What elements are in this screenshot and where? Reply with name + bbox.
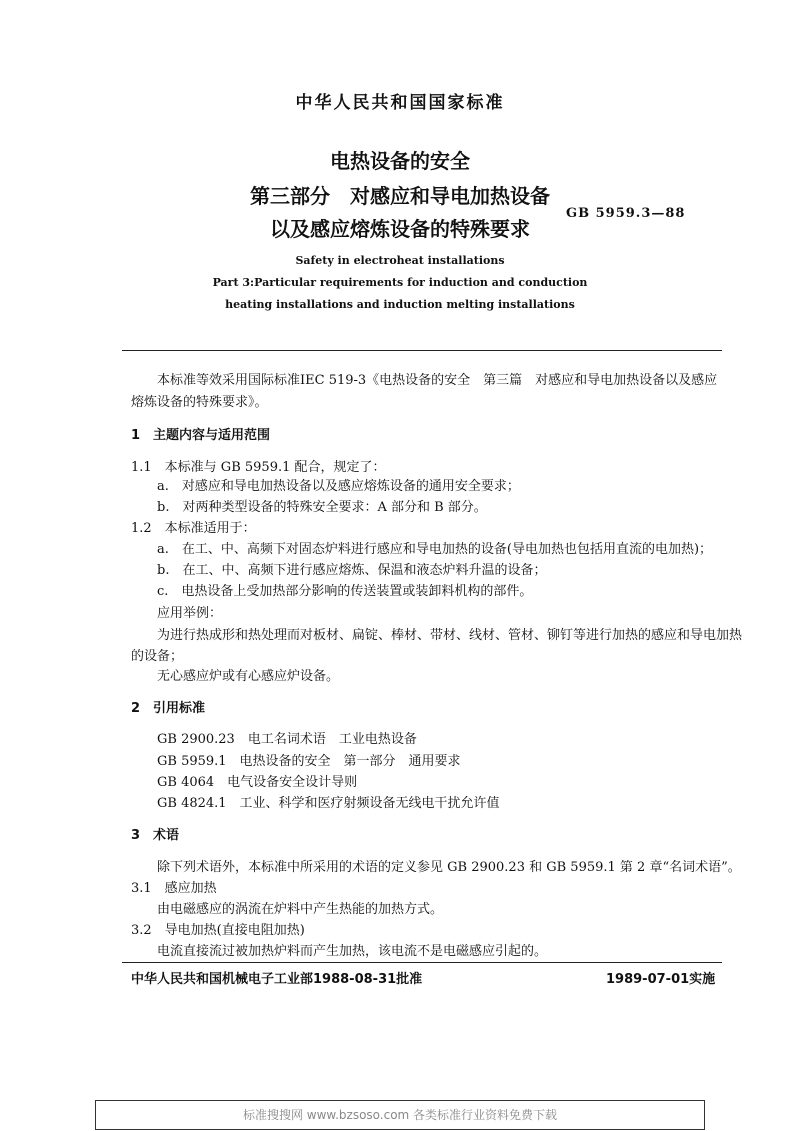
title-cn-line1: 电热设备的安全 [330,149,470,173]
terms-intro: 除下列术语外，本标准中所采用的术语的定义参见 GB 2900.23 和 GB 5959.1 第 2 章“名词术语”。 [157,860,741,875]
effective-date: 1989-07-01实施 [606,972,716,987]
intro-line2: 熔炼设备的特殊要求》。 [131,395,268,410]
title-en-line3: heating installations and induction melting installations [225,298,575,311]
section-3-heading: 3 术语 [131,828,180,843]
term-3-1-definition: 由电磁感应的涡流在炉料中产生热能的加热方式。 [157,902,444,917]
title-cn-line2: 第三部分 对感应和导电加热设备 [250,184,550,208]
term-3-1: 3.1 感应加热 [131,881,217,896]
term-3-2: 3.2 导电加热(直接电阻加热) [131,923,305,938]
example-line2: 的设备； [131,649,184,664]
example-line3: 无心感应炉或有心感应炉设备。 [157,669,340,684]
clause-1-1-b: b. 对两种类型设备的特殊安全要求：A 部分和 B 部分。 [157,500,487,515]
watermark-banner: 标准搜搜网 www.bzsoso.com 各类标准行业资料免费下载 [95,1100,705,1130]
standard-number: GB 5959.3—88 [566,206,686,221]
approval-statement: 中华人民共和国机械电子工业部1988-08-31批准 [131,972,423,987]
nation-standard-heading: 中华人民共和国国家标准 [295,93,505,113]
footer-divider [122,962,722,963]
reference-3: GB 4064 电气设备安全设计导则 [157,775,358,790]
title-en-line1: Safety in electroheat installations [295,254,505,267]
title-en-line2: Part 3:Particular requirements for induction and conduction [212,276,588,289]
clause-1-1-a: a. 对感应和导电加热设备以及感应熔炼设备的通用安全要求； [157,479,520,494]
clause-1-2-a: a. 在工、中、高频下对固态炉料进行感应和导电加热的设备(导电加热也包括用直流的电加热)； [157,542,713,557]
reference-1: GB 2900.23 电工名词术语 工业电热设备 [157,732,417,747]
example-line1: 为进行热成形和热处理而对板材、扁锭、棒材、带材、线材、管材、铆钉等进行加热的感应和导电加热 [157,628,743,643]
reference-4: GB 4824.1 工业、科学和医疗射频设备无线电干扰允许值 [157,796,500,811]
clause-1-2: 1.2 本标准适用于： [131,521,256,536]
clause-1-2-b: b. 在工、中、高频下进行感应熔炼、保温和液态炉料升温的设备； [157,563,547,578]
header-divider [122,350,722,351]
section-2-heading: 2 引用标准 [131,701,206,716]
intro-line1: 本标准等效采用国际标准IEC 519-3《电热设备的安全 第三篇 对感应和导电加热设备以及感应 [157,373,718,388]
title-cn-line3: 以及感应熔炼设备的特殊要求 [270,217,530,241]
example-label: 应用举例： [157,606,223,621]
section-1-heading: 1 主题内容与适用范围 [131,428,271,443]
term-3-2-definition: 电流直接流过被加热炉料而产生加热，该电流不是电磁感应引起的。 [157,944,548,959]
clause-1-2-c: c. 电热设备上受加热部分影响的传送装置或装卸料机构的部件。 [157,584,533,599]
clause-1-1: 1.1 本标准与 GB 5959.1 配合，规定了： [131,460,386,475]
reference-2: GB 5959.1 电热设备的安全 第一部分 通用要求 [157,754,461,769]
